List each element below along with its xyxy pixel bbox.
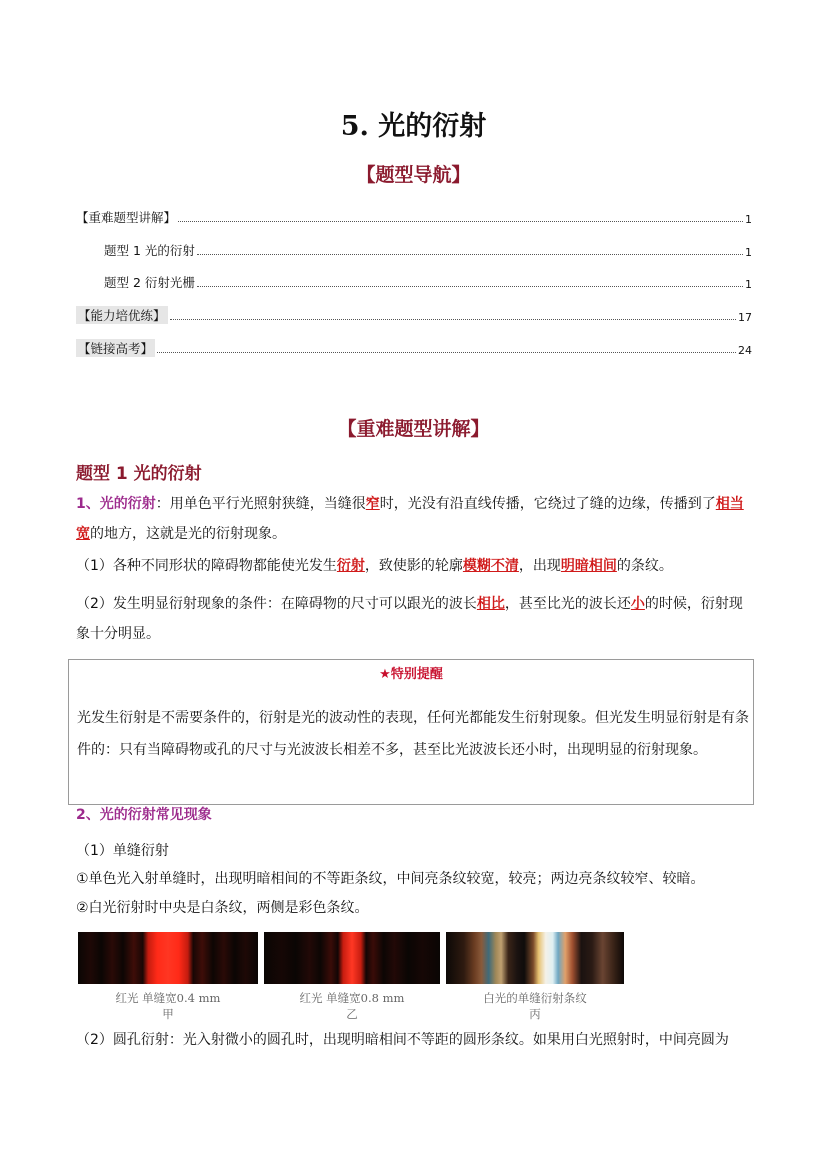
figure-label: 丙: [529, 1007, 541, 1021]
text: 时，光没有沿直线传播，它绕过了缝的边缘，传播到了: [379, 496, 716, 512]
toc-entry[interactable]: [104, 239, 752, 259]
toc-page: 24: [738, 344, 752, 357]
toc-page: 1: [745, 213, 752, 226]
paragraph-lead: 1、光的衍射: [76, 496, 156, 512]
toc-leader: [197, 254, 743, 255]
text: 的时候，衍射现象十分明显。: [76, 596, 743, 642]
keyword: 相比: [476, 596, 505, 612]
text: ，甚至比光的波长还: [504, 596, 631, 612]
figure-label: 甲: [162, 1007, 174, 1021]
single-slit-line-1: ①单色光入射单缝时，出现明暗相间的不等距条纹，中间亮条纹较宽，较亮；两边亮条纹较窄、较暗。: [76, 871, 705, 887]
toc-label: 题型 2 衍射光栅: [104, 275, 195, 290]
toc-leader: [157, 352, 736, 353]
figure-caption: 红光 单缝宽0.8 mm: [299, 991, 405, 1005]
reminder-box: [68, 659, 754, 805]
text: ：用单色平行光照射狭缝，当缝很: [155, 496, 366, 512]
toc-leader: [197, 286, 743, 287]
text: ，致使影的轮廓: [364, 558, 463, 574]
reminder-title: ★特别提醒: [379, 667, 443, 682]
toc-entry[interactable]: [76, 304, 752, 324]
toc-entry[interactable]: [104, 271, 752, 291]
keyword: 衍射: [336, 558, 365, 574]
nav-heading: 【题型导航】: [356, 164, 471, 186]
keyword: 模糊不清: [462, 558, 519, 574]
red-narrow-slit-pattern: [78, 932, 258, 984]
red-wide-slit-pattern: [264, 932, 440, 984]
type1-heading: 题型 1 光的衍射: [76, 464, 202, 484]
toc-label: 【重难题型讲解】: [76, 210, 177, 225]
toc-label: 题型 1 光的衍射: [104, 243, 195, 258]
toc-entry[interactable]: [76, 206, 752, 226]
section-heading: 【重难题型讲解】: [337, 418, 490, 440]
toc-leader: [178, 221, 743, 222]
single-slit-heading: （1）单缝衍射: [76, 843, 169, 859]
single-slit-line-2: ②白光衍射时中央是白条纹，两侧是彩色条纹。: [76, 900, 369, 916]
keyword: 相当宽: [76, 496, 744, 542]
figure-caption: 红光 单缝宽0.4 mm: [115, 991, 221, 1005]
page-title: 5. 光的衍射: [340, 111, 487, 142]
text: （1）各种不同形状的障碍物都能使光发生: [76, 558, 337, 574]
toc-leader: [170, 319, 736, 320]
toc-label: 【能力培优练】: [78, 308, 166, 323]
circular-hole-paragraph: （2）圆孔衍射：光入射微小的圆孔时，出现明暗相间不等距的圆形条纹。如果用白光照射时，中间亮圆为: [76, 1032, 729, 1048]
figure-label: 乙: [346, 1007, 358, 1021]
point-1-paragraph: [76, 551, 756, 581]
toc-page: 1: [745, 278, 752, 291]
keyword: 明暗相间: [560, 558, 617, 574]
white-light-slit-pattern: [446, 932, 624, 984]
figure-caption: 白光的单缝衍射条纹: [483, 991, 587, 1005]
keyword: 窄: [365, 496, 380, 512]
keyword: 小: [630, 596, 645, 612]
text: 的地方，这就是光的衍射现象。: [90, 526, 286, 542]
definition-paragraph: [76, 489, 756, 549]
section-2-heading: 2、光的衍射常见现象: [76, 807, 212, 823]
text: （2）发生明显衍射现象的条件：在障碍物的尺寸可以跟光的波长: [76, 596, 477, 612]
reminder-text: 光发生衍射是不需要条件的，衍射是光的波动性的表现，任何光都能发生衍射现象。但光发生明显衍射是有条件的：只有当障碍物或孔的尺寸与光波波长相差不多，甚至比光波波长还小时，出现明显的衍射现象。: [77, 710, 749, 758]
toc-label: 【链接高考】: [78, 341, 154, 356]
toc-page: 17: [738, 311, 752, 324]
point-2-paragraph: [76, 589, 756, 649]
text: ，出现: [518, 558, 561, 574]
toc-page: 1: [745, 246, 752, 259]
toc-entry[interactable]: [76, 337, 752, 357]
text: 的条纹。: [616, 558, 673, 574]
